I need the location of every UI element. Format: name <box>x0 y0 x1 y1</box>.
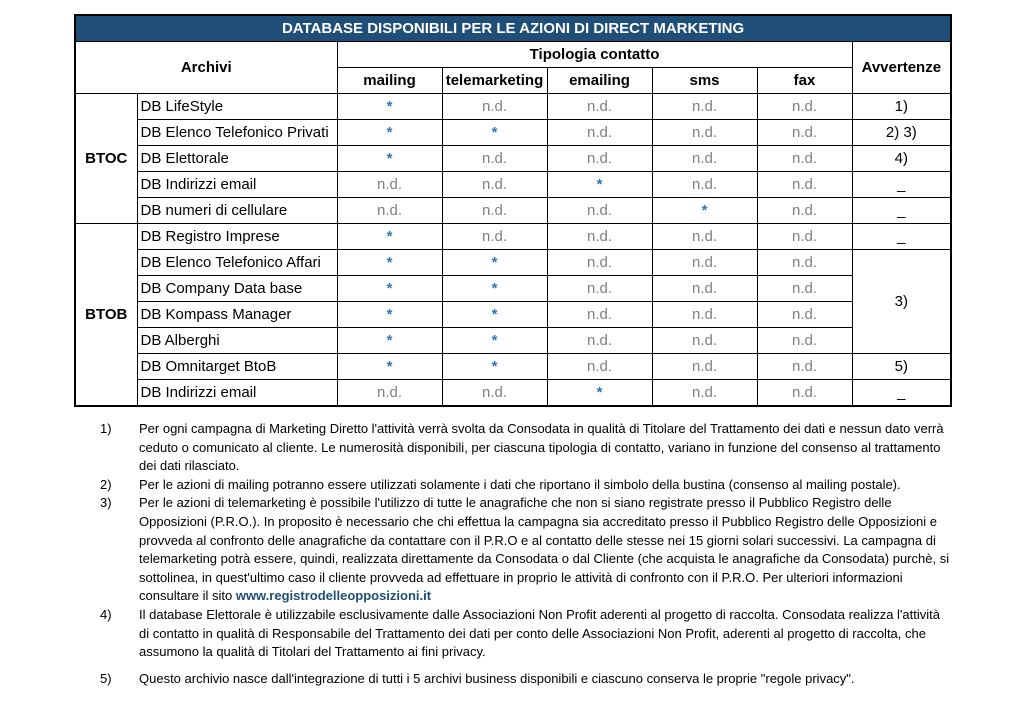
table-row <box>75 94 951 120</box>
header-avvertenze: Avvertenze <box>852 42 951 94</box>
available-mark: * <box>547 172 652 198</box>
available-mark: * <box>337 354 442 380</box>
not-available-cell: n.d. <box>547 302 652 328</box>
table-row <box>75 198 951 224</box>
warning-cell: _ <box>852 198 951 224</box>
available-mark: * <box>337 276 442 302</box>
table-row <box>75 146 951 172</box>
not-available-cell: n.d. <box>757 120 852 146</box>
table-row <box>75 120 951 146</box>
not-available-cell: n.d. <box>652 380 757 407</box>
available-mark: * <box>337 250 442 276</box>
available-mark: * <box>337 94 442 120</box>
not-available-cell: n.d. <box>652 94 757 120</box>
archive-name: DB Company Data base <box>137 276 337 302</box>
group-label-btoc: BTOC <box>75 94 137 224</box>
not-available-cell: n.d. <box>442 224 547 250</box>
footnote-item <box>100 606 950 662</box>
warning-cell: 2) 3) <box>852 120 951 146</box>
available-mark: * <box>547 380 652 407</box>
warning-cell: _ <box>852 172 951 198</box>
archive-name: DB Elettorale <box>137 146 337 172</box>
footnote-item <box>100 476 950 495</box>
available-mark: * <box>442 276 547 302</box>
footnote-number: 1) <box>100 421 112 436</box>
footnote-number: 5) <box>100 670 112 686</box>
not-available-cell: n.d. <box>652 302 757 328</box>
not-available-cell: n.d. <box>757 172 852 198</box>
not-available-cell: n.d. <box>757 302 852 328</box>
not-available-cell: n.d. <box>757 94 852 120</box>
header-archivi: Archivi <box>75 42 337 94</box>
archive-name: DB Elenco Telefonico Privati <box>137 120 337 146</box>
not-available-cell: n.d. <box>547 224 652 250</box>
not-available-cell: n.d. <box>547 146 652 172</box>
not-available-cell: n.d. <box>442 146 547 172</box>
not-available-cell: n.d. <box>757 276 852 302</box>
footnote-number: 3) <box>100 495 112 511</box>
footnote-text: Per ogni campagna di Marketing Diretto l'attività verrà svolta da Consodata in qualità di Titolare del Trattamento dei dati e nessun dato verrà ceduto o comunicato al cliente. Le numerosità disponibili, per ciascuna tipologia di contatto, variano in funzione del consenso al trattamento dei dati rilasciato. <box>139 421 944 474</box>
footnote-text: Per le azioni di mailing potranno essere utilizzati solamente i dati che riportano il simbolo della bustina (consenso al mailing postale). <box>139 476 901 492</box>
database-table <box>74 14 952 407</box>
footnote-item <box>100 494 950 606</box>
not-available-cell: n.d. <box>652 146 757 172</box>
not-available-cell: n.d. <box>337 380 442 407</box>
available-mark: * <box>337 302 442 328</box>
footnote-text: Il database Elettorale è utilizzabile esclusivamente dalle Associazioni Non Profit aderenti al progetto di raccolta. Consodata realizza l'attività di contatto in qualità di Responsabile del Trattamento dei dati per conto delle Associazioni Non Profit, aderenti al progetto di raccolta, che assumono la qualità di Titolari del Trattamento ai fini privacy. <box>139 606 940 660</box>
footnote-item <box>100 670 950 689</box>
archive-name: DB Omnitarget BtoB <box>137 354 337 380</box>
available-mark: * <box>442 250 547 276</box>
footnote-item <box>100 420 950 476</box>
archive-name: DB numeri di cellulare <box>137 198 337 224</box>
available-mark: * <box>652 198 757 224</box>
table-row <box>75 302 951 328</box>
table-row <box>75 224 951 250</box>
column-header-telemarketing: telemarketing <box>442 68 547 94</box>
warning-cell: 4) <box>852 146 951 172</box>
footnote-text: Per le azioni di telemarketing è possibile l'utilizzo di tutte le anagrafiche che non si siano registrate presso il Pubblico Registro delle Opposizioni (P.R.O.). In proposito è necessario che chi effettua la campagna sia accreditato presso il Pubblico Registro delle Opposizioni e provveda al confronto delle anagrafiche da contattare con il P.R.O e al contatto delle stesse nei 15 giorni solari successivi. La campagna di telemarketing potrà essere, quindi, realizzata direttamente da Consodata o dal Cliente (che acquista le anagrafiche da Consodata) purchè, si sottolinea, in quest'ultimo caso il cliente provveda ad effettuare in proprio le attività di confronto con il P.R.O. Per ulteriori informazioni consultare il sito www.registrodelleopposizioni.it <box>139 495 950 604</box>
footnotes <box>100 420 950 688</box>
not-available-cell: n.d. <box>757 224 852 250</box>
available-mark: * <box>442 354 547 380</box>
not-available-cell: n.d. <box>442 172 547 198</box>
available-mark: * <box>442 328 547 354</box>
not-available-cell: n.d. <box>652 250 757 276</box>
not-available-cell: n.d. <box>652 276 757 302</box>
not-available-cell: n.d. <box>652 328 757 354</box>
archive-name: DB Alberghi <box>137 328 337 354</box>
registry-website-link[interactable]: www.registrodelleopposizioni.it <box>235 588 432 604</box>
warning-cell: _ <box>852 380 951 407</box>
not-available-cell: n.d. <box>337 172 442 198</box>
not-available-cell: n.d. <box>442 380 547 407</box>
not-available-cell: n.d. <box>547 250 652 276</box>
not-available-cell: n.d. <box>337 198 442 224</box>
not-available-cell: n.d. <box>757 380 852 407</box>
not-available-cell: n.d. <box>757 354 852 380</box>
not-available-cell: n.d. <box>652 354 757 380</box>
available-mark: * <box>337 224 442 250</box>
footnote-number: 2) <box>100 476 112 492</box>
warning-cell: 5) <box>852 354 951 380</box>
warning-cell: _ <box>852 224 951 250</box>
not-available-cell: n.d. <box>547 354 652 380</box>
column-header-mailing: mailing <box>337 68 442 94</box>
available-mark: * <box>337 328 442 354</box>
column-header-fax: fax <box>757 68 852 94</box>
not-available-cell: n.d. <box>547 94 652 120</box>
archive-name: DB Elenco Telefonico Affari <box>137 250 337 276</box>
not-available-cell: n.d. <box>652 224 757 250</box>
table-row <box>75 380 951 407</box>
archive-name: DB Indirizzi email <box>137 380 337 407</box>
archive-name: DB Registro Imprese <box>137 224 337 250</box>
not-available-cell: n.d. <box>442 198 547 224</box>
table-row <box>75 172 951 198</box>
not-available-cell: n.d. <box>652 172 757 198</box>
not-available-cell: n.d. <box>547 198 652 224</box>
header-tipologia: Tipologia contatto <box>337 42 852 68</box>
available-mark: * <box>442 120 547 146</box>
available-mark: * <box>337 120 442 146</box>
not-available-cell: n.d. <box>757 198 852 224</box>
column-header-emailing: emailing <box>547 68 652 94</box>
warning-cell: 3) <box>852 250 951 354</box>
table-row <box>75 276 951 302</box>
available-mark: * <box>337 146 442 172</box>
not-available-cell: n.d. <box>757 328 852 354</box>
available-mark: * <box>442 302 547 328</box>
footnote-number: 4) <box>100 606 112 622</box>
archive-name: DB Indirizzi email <box>137 172 337 198</box>
table-title: DATABASE DISPONIBILI PER LE AZIONI DI DIRECT MARKETING <box>75 15 951 42</box>
table-row <box>75 354 951 380</box>
group-label-btob: BTOB <box>75 224 137 407</box>
not-available-cell: n.d. <box>757 146 852 172</box>
archive-name: DB LifeStyle <box>137 94 337 120</box>
not-available-cell: n.d. <box>547 120 652 146</box>
archive-name: DB Kompass Manager <box>137 302 337 328</box>
not-available-cell: n.d. <box>757 250 852 276</box>
warning-cell: 1) <box>852 94 951 120</box>
not-available-cell: n.d. <box>547 328 652 354</box>
not-available-cell: n.d. <box>442 94 547 120</box>
table-row <box>75 250 951 276</box>
not-available-cell: n.d. <box>652 120 757 146</box>
not-available-cell: n.d. <box>547 276 652 302</box>
table-row <box>75 328 951 354</box>
footnote-text: Questo archivio nasce dall'integrazione di tutti i 5 archivi business disponibili e ciascuno conserva le proprie "regole privacy". <box>139 670 855 686</box>
column-header-sms: sms <box>652 68 757 94</box>
